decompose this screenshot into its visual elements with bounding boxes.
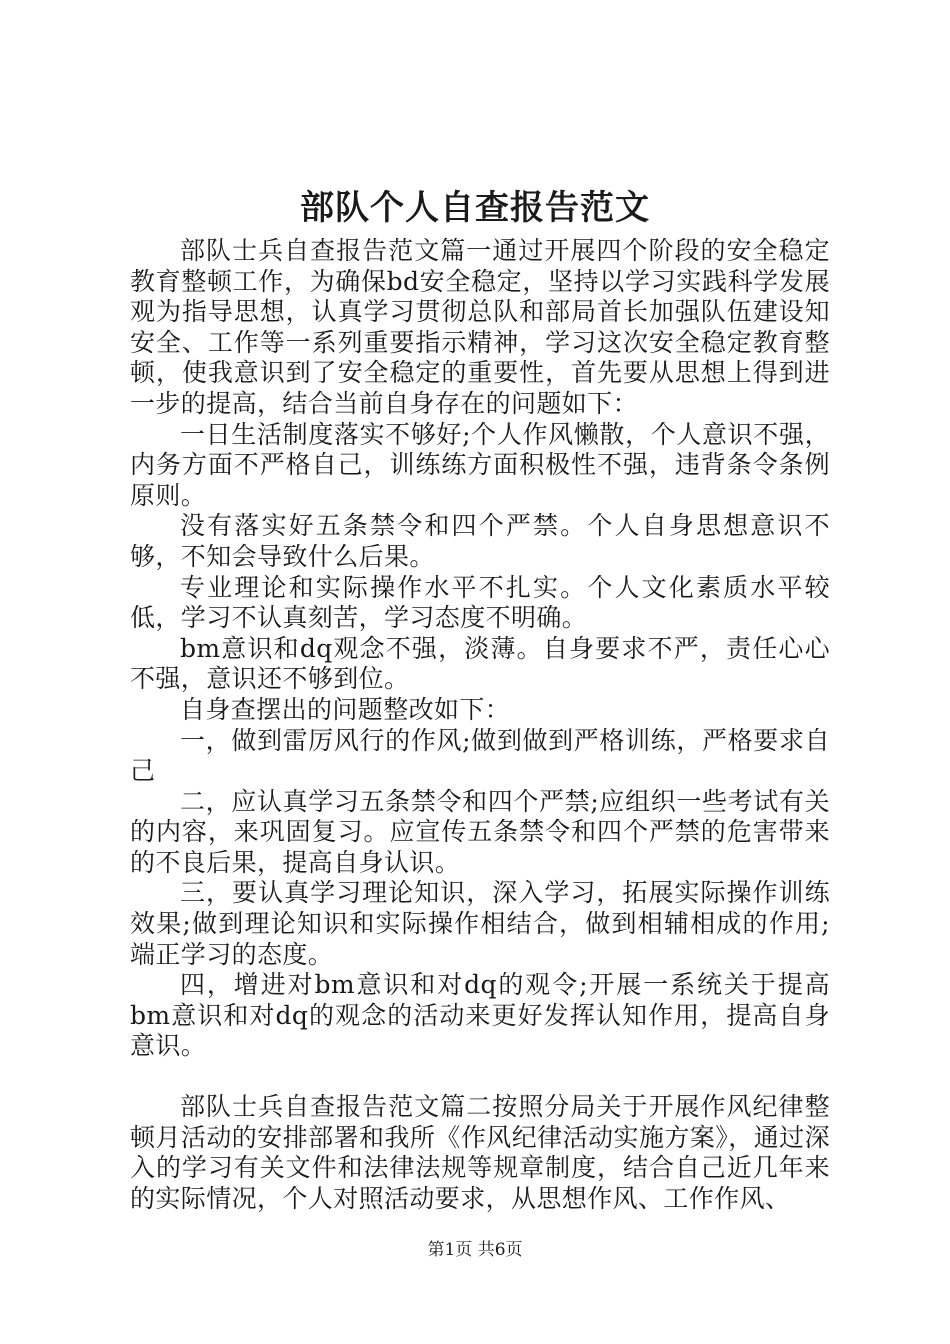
paragraph: 四，增进对bm意识和对dq的观令;开展一系统关于提高bm意识和对dq的观念的活动来更好发挥认知作用，提高自身意识。 xyxy=(130,970,830,1061)
paragraph: 三，要认真学习理论知识，深入学习，拓展实际操作训练效果;做到理论知识和实际操作相结合，做到相辅相成的作用;端正学习的态度。 xyxy=(130,878,830,969)
paragraph: 部队士兵自查报告范文篇一通过开展四个阶段的安全稳定教育整顿工作，为确保bd安全稳定，坚持以学习实践科学发展观为指导思想，认真学习贯彻总队和部局首长加强队伍建设知安全、工作等一系列重要指示精神，学习这次安全稳定教育整顿，使我意识到了安全稳定的重要性，首先要从思想上得到进一步的提高，结合当前自身存在的问题如下： xyxy=(130,236,830,418)
document-title: 部队个人自查报告范文 xyxy=(300,188,650,228)
paragraph: 一日生活制度落实不够好;个人作风懒散，个人意识不强，内务方面不严格自己，训练练方面积极性不强，违背条令条例原则。 xyxy=(130,419,830,510)
paragraph: 没有落实好五条禁令和四个严禁。个人自身思想意识不够，不知会导致什么后果。 xyxy=(130,511,830,571)
paragraph: 自身查摆出的问题整改如下： xyxy=(180,694,511,724)
paragraph: 部队士兵自查报告范文篇二按照分局关于开展作风纪律整顿月活动的安排部署和我所《作风纪律活动实施方案》，通过深入的学习有关文件和法律法规等规章制度，结合自己近几年来的实际情况，个人对照活动要求，从思想作风、工作作风、 xyxy=(130,1092,830,1213)
paragraph: 二，应认真学习五条禁令和四个严禁;应组织一些考试有关的内容，来巩固复习。应宣传五条禁令和四个严禁的危害带来的不良后果，提高自身认识。 xyxy=(130,786,830,877)
page-number-footer: 第1页 共6页 xyxy=(427,1240,523,1260)
paragraph: bm意识和dq观念不强，淡薄。自身要求不严，责任心心不强，意识还不够到位。 xyxy=(130,633,830,694)
document-body xyxy=(130,236,830,1214)
paragraph: 一，做到雷厉风行的作风;做到做到严格训练，严格要求自己 xyxy=(130,725,830,786)
paragraph: 专业理论和实际操作水平不扎实。个人文化素质水平较低，学习不认真刻苦，学习态度不明确。 xyxy=(130,572,830,633)
